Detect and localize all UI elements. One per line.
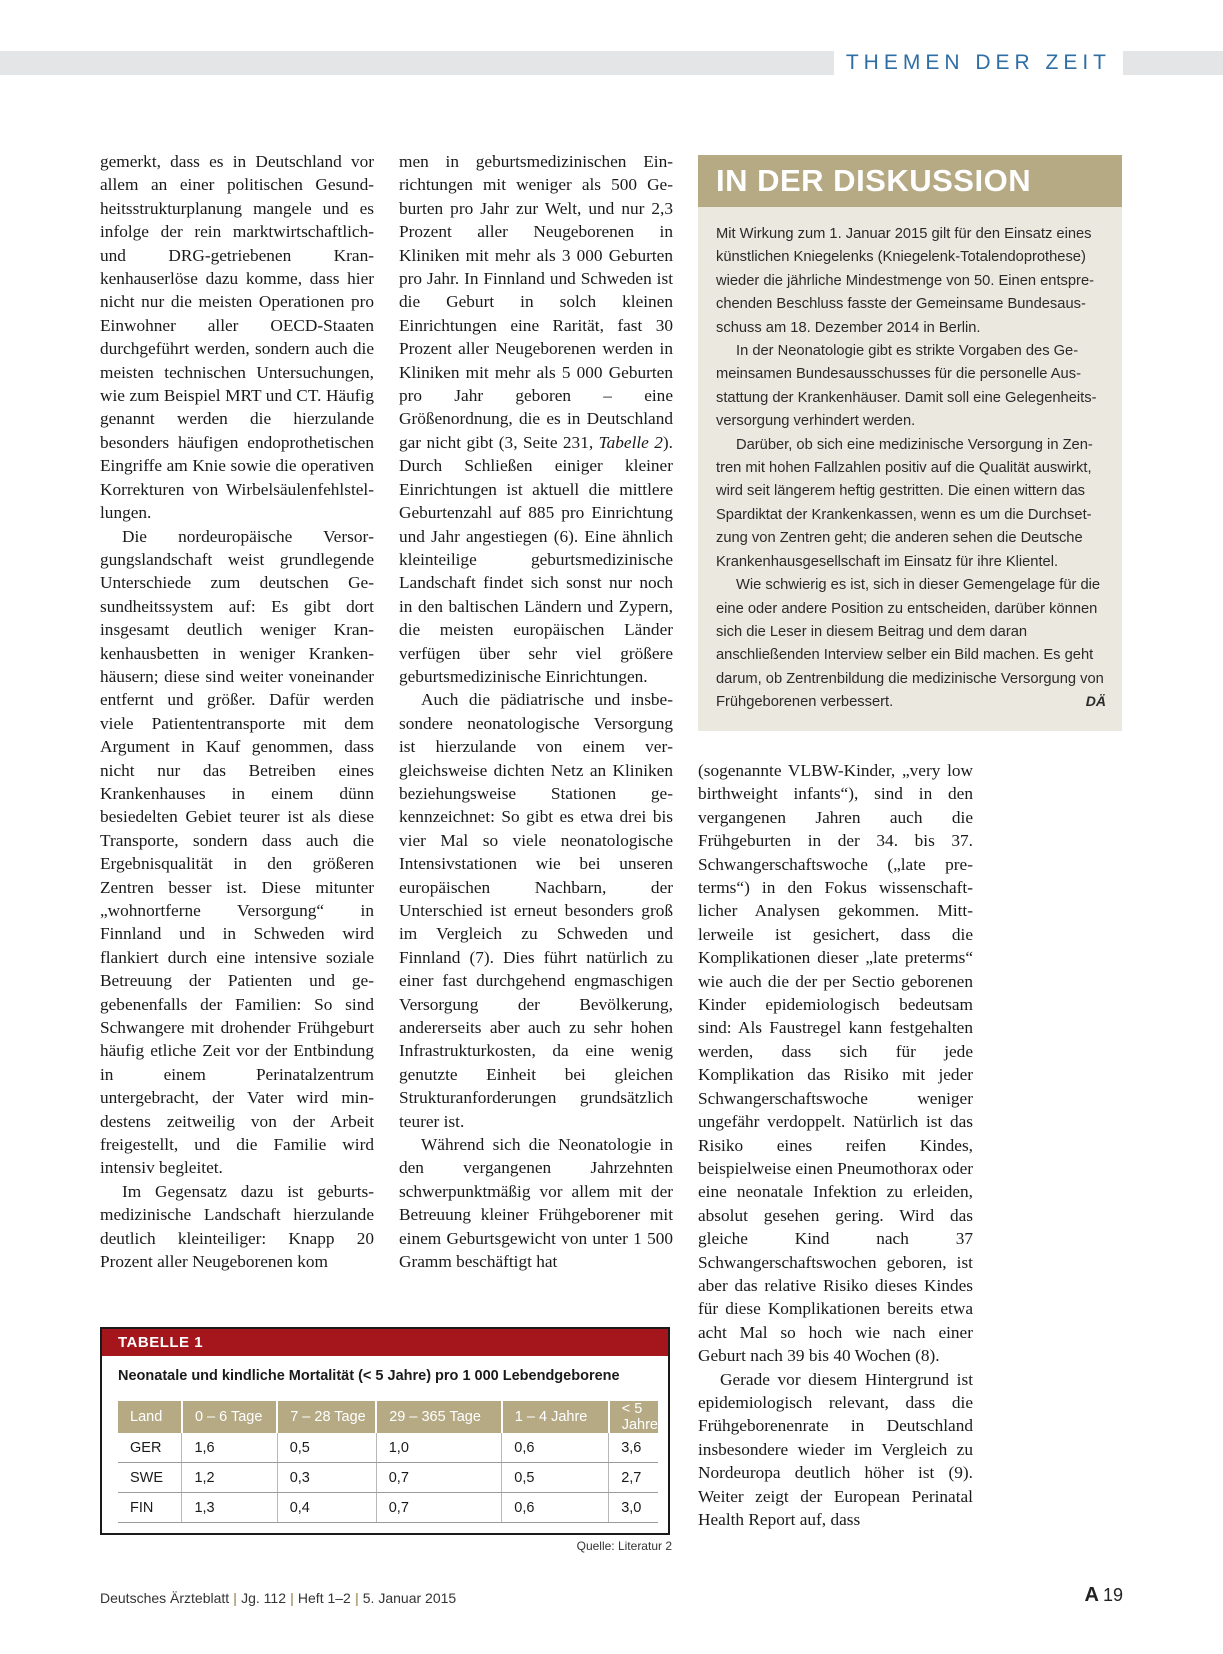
table-header-row <box>118 1401 658 1433</box>
table-cell: 0,3 <box>277 1463 376 1493</box>
text-run: ). Durch Schließen einiger kleiner Einrichtungen ist aktuell die mittlere Geburtenzahl auf 885 pro Einrichtung und Jahr angestiegen (6). Eine ähnlich kleinteilige geburtsmedizinische Landschaft findet sich sonst nur noch in den baltischen Ländern und Zypern, die meisten europäischen Länder verfügen über sehr viel größere geburtsmedizinische Einrichtungen. <box>399 432 673 686</box>
author-signature: DÄ <box>1085 693 1106 709</box>
page-number-value: 19 <box>1102 1585 1123 1605</box>
issue-date: 5. Januar 2015 <box>362 1590 457 1606</box>
paragraph: Wie schwierig es ist, sich in dieser Gemengelage für die eine oder andere Position zu entscheiden, darüber können sich die Leser in diesem Beitrag und dem daran anschließenden Interview selber ein Bild machen. Es geht darum, ob Zentrenbildung die medizinische Versorgung von Frühgeborenen verbessert. <box>716 577 1104 711</box>
paragraph: Gerade vor diesem Hintergrund ist epidemiologisch relevant, dass die Frühgeborenenrate in Deutschland insbesondere wieder im Vergleich zu Nordeuropa deutlich höher ist (9). Weiter zeigt der European Perinatal Health Report auf, dass <box>698 1369 973 1529</box>
paragraph: Die nordeuropäische Versorgungslandschaft weist grundlegende Unterschiede zum deutschen Gesundheitssystem auf: Es gibt dort insgesamt deutlich weniger Krankenhausbetten in weniger Krankenhäusern; diese sind weiter voneinander entfernt und größer. Dafür werden viele Patiententransporte mit dem Argument in Kauf genommen, dass nicht nur das Betreiben eines Krankenhauses in einem dünn besiedelten Gebiet teurer ist als diese Transporte, sondern dass auch die Ergebnisqualität in den größeren Zentren besser ist. Diese mitunter „wohnortferne Versorgung“ in Finnland und in Schweden wird flankiert durch eine intensive soziale Betreuung der Patienten und gegebenenfalls der Familien: So sind Schwangere mit drohender Frühgeburt häufig etliche Zeit vor der Entbindung in einem Perinatalzentrum untergebracht, der Vater wird mindestens zeitweilig von der Arbeit freigestellt, und die Familie wird intensiv begleitet. <box>100 526 374 1178</box>
discussion-title: IN DER DISKUSSION <box>698 155 1122 207</box>
discussion-body <box>698 207 1122 715</box>
page-number <box>1085 1584 1123 1607</box>
table-cell: 0,5 <box>502 1463 609 1493</box>
separator: | <box>233 1590 238 1606</box>
column-header: Land <box>118 1401 182 1433</box>
column-header: 1 – 4 Jahre <box>502 1401 609 1433</box>
mortality-table <box>118 1401 658 1523</box>
separator: | <box>289 1590 294 1606</box>
paragraph: Darüber, ob sich eine medizinische Versorgung in Zentren mit hohen Fallzahlen positiv auf die Qualität auswirkt, wird seit längerem heftig gestritten. Die einen wittern das Spardiktat der Krankenkassen, wenn es um die Durchsetzung von Zentren geht; die anderen sehen die Deutsche Krankenhausgesellschaft im Einsatz für ihre Klientel. <box>716 436 1093 570</box>
column-header: < 5 Jahre <box>609 1401 658 1433</box>
column-header: 7 – 28 Tage <box>277 1401 376 1433</box>
column-header: 0 – 6 Tage <box>182 1401 277 1433</box>
table-cell: 1,0 <box>376 1433 502 1463</box>
table-cell: 3,0 <box>609 1493 658 1523</box>
issue: Heft 1–2 <box>297 1590 351 1606</box>
table-cell: 0,6 <box>502 1493 609 1523</box>
table-cell: FIN <box>118 1493 182 1523</box>
article-column-2 <box>399 150 673 1274</box>
table-cell: 1,3 <box>182 1493 277 1523</box>
table-cell: 0,6 <box>502 1433 609 1463</box>
paragraph: gemerkt, dass es in Deutschland vor allem an einer politischen Gesundheitsstrukturplanung mangele und es infolge der rein marktwirtschaftlich- und DRG-getriebenen Krankenhauserlöse dazu komme, dass hier nicht nur die meisten Operationen pro Einwohner aller OECD-Staaten durchgeführt werden, sondern auch die meisten technischen Untersuchungen, wie zum Beispiel MRT und CT. Häufig genannt werden die hierzulande besonders häufigen endoprothetischen Eingriffe am Knie sowie die operativen Korrekturen von Wirbelsäulenfehlstellungen. <box>100 152 374 523</box>
paragraph: Im Gegensatz dazu ist geburtsmedizinische Landschaft hierzulande deutlich kleinteiliger: Knapp 20 Prozent aller Neugeborenen kom <box>100 1181 374 1272</box>
table-cell: 0,7 <box>376 1493 502 1523</box>
section-title: THEMEN DER ZEIT <box>834 48 1123 78</box>
table-1 <box>100 1327 670 1535</box>
paragraph: (sogenannte VLBW-Kinder, „very low birthweight infants“), sind in den vergangenen Jahren auch die Frühgeburten in der 34. bis 37. Schwangerschaftswoche („late preterms“) in den Fokus wissenschaftlicher Analysen gekommen. Mittlerweile ist gesichert, dass die Komplikationen dieser „late preterms“ wie auch die der per Sectio geborenen Kinder epidemiologisch bedeutsam sind: Als Faustregel kann festgehalten werden, dass sich für jede Komplikation das Risiko mit jeder Schwangerschaftswoche weniger ungefähr verdoppelt. Natürlich ist das Risiko eines reifen Kindes, beispielweise einen Pneumothorax oder eine neonatale Infektion zu erleiden, absolut gesehen gering. Wird das gleiche Kind nach 37 Schwangerschaftswochen geboren, ist aber das relative Risiko dieses Kindes für diese Komplikationen bereits etwa acht Mal so hoch wie nach einer Geburt nach 39 bis 40 Wochen (8). <box>698 761 973 1366</box>
table-cell: 2,7 <box>609 1463 658 1493</box>
table-source: Quelle: Literatur 2 <box>576 1539 672 1553</box>
table-cell: 0,4 <box>277 1493 376 1523</box>
text-run: men in geburtsmedizinischen Einrichtungen mit weniger als 500 Geburten pro Jahr zur Welt, und nur 2,3 Prozent aller Neugeborenen in Kliniken mit mehr als 3 000 Geburten pro Jahr. In Finnland und Schweden ist die Geburt in solch kleinen Einrichtungen eine Rarität, fast 30 Prozent aller Neugeborenen werden in Kliniken mit mehr als 5 000 Geburten pro Jahr geboren – eine Größenordnung, die es in Deutschland gar nicht gibt (3, Seite 231, <box>399 152 673 452</box>
article-column-3 <box>698 759 973 1531</box>
paragraph: In der Neonatologie gibt es strikte Vorgaben des Gemeinsamen Bundesausschusses für die personelle Ausstattung der Krankenhäuser. Damit soll eine Gelegenheitsversorgung verhindert werden. <box>716 343 1097 430</box>
separator: | <box>354 1590 359 1606</box>
volume: Jg. 112 <box>241 1590 286 1606</box>
table-cell: 1,6 <box>182 1433 277 1463</box>
page-footer <box>100 1590 456 1606</box>
table-title: Neonatale und kindliche Mortalität (< 5 Jahre) pro 1 000 Lebendgeborene <box>118 1368 620 1384</box>
table-row <box>118 1463 658 1493</box>
discussion-box <box>698 155 1122 731</box>
paragraph: Mit Wirkung zum 1. Januar 2015 gilt für den Einsatz eines künstlichen Kniegelenks (Kniegelenk-Totalendoprothese) wieder die jährliche Mindestmenge von 50. Einen entsprechenden Beschluss fasste der Gemeinsame Bundesausschuss am 18. Dezember 2014 in Berlin. <box>716 226 1095 336</box>
article-column-1 <box>100 150 374 1274</box>
table-row <box>118 1493 658 1523</box>
table-cell: 1,2 <box>182 1463 277 1493</box>
table-label: TABELLE 1 <box>102 1329 668 1356</box>
table-cell: 0,5 <box>277 1433 376 1463</box>
table-reference: Tabelle 2 <box>598 432 663 452</box>
column-header: 29 – 365 Tage <box>376 1401 502 1433</box>
table-cell: GER <box>118 1433 182 1463</box>
paragraph: Auch die pädiatrische und insbesondere neonatologische Versorgung ist hierzulande von einem vergleichsweise dichten Netz an Kliniken beziehungsweise Stationen gekennzeichnet: So gibt es etwa drei bis vier Mal so viele neonatologische Intensivstationen wie bei unseren europäischen Nachbarn, der Unterschied ist erneut besonders groß im Vergleich zu Schweden und Finnland (7). Dies führt natürlich zu einer fast durchgehend engmaschigen Versorgung der Bevölkerung, andererseits aber auch zu sehr hohen Infrastrukturkosten, da eine wenig genutzte Einheit bei gleichen Strukturanforderungen grundsätzlich teurer ist. <box>399 690 673 1131</box>
table-cell: SWE <box>118 1463 182 1493</box>
table-cell: 0,7 <box>376 1463 502 1493</box>
paragraph: Während sich die Neonatologie in den vergangenen Jahrzehnten schwerpunktmäßig vor allem mit der Betreuung kleiner Frühgeborener mit einem Geburtsgewicht von unter 1 500 Gramm beschäftigt hat <box>399 1135 673 1272</box>
paragraph <box>399 150 673 688</box>
table-cell: 3,6 <box>609 1433 658 1463</box>
table-row <box>118 1433 658 1463</box>
page-prefix: A <box>1084 1584 1099 1606</box>
journal-name: Deutsches Ärzteblatt <box>100 1590 230 1606</box>
